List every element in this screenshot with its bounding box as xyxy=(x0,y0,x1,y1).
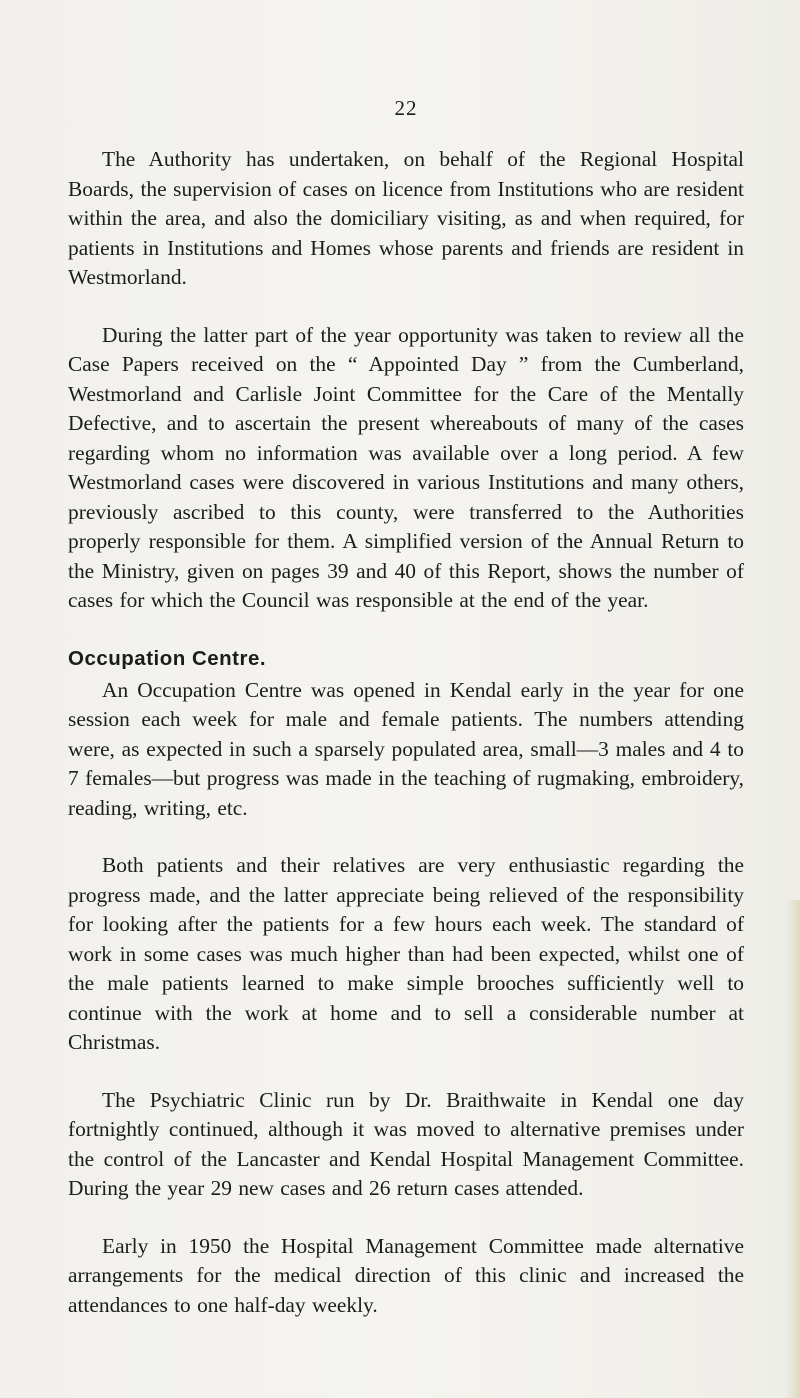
paragraph-psychiatric-clinic: The Psychiatric Clinic run by Dr. Braithwaite in Kendal one day fortnightly continued, although it was moved to alternative premises under the control of the Lancaster and Kendal Hospital Management Committee. During the year 29 new cases and 26 return cases attended. xyxy=(68,1087,744,1200)
paragraph-alternative-arrangements: Early in 1950 the Hospital Management Committee made alternative arrangements for the medical direction of this clinic and increased the attendances to one half-day weekly. xyxy=(68,1233,744,1317)
paragraph-supervision: The Authority has undertaken, on behalf of the Regional Hospital Boards, the supervision of cases on licence from Institutions who are resident within the area, and also the domiciliary visiting, as and when required, for patients in Institutions and Homes whose parents and friends are resident in Westmorland. xyxy=(68,147,744,289)
page-number: 22 xyxy=(394,96,418,120)
page-edge-discoloration xyxy=(786,900,800,1398)
paragraph-case-papers-review: During the latter part of the year opportunity was taken to review all the Case Papers received on the “ Appointed Day ” from the Cumberland, Westmorland and Carlisle Joint Committee for the Care of the Mentally Defective, and to ascertain the present whereabouts of many of the cases regarding whom no information was available over a long period. A few Westmorland cases were discovered in various Institutions and many others, previously ascribed to this county, were transferred to the Authorities properly responsible for them. A simplified version of the Annual Return to the Ministry, given on pages 39 and 40 of this Report, shows the number of cases for which the Council was responsible at the end of the year. xyxy=(68,322,744,612)
paragraph-occupation-centre-opened: An Occupation Centre was opened in Kendal early in the year for one session each week for male and female patients. The numbers attending were, as expected in such a sparsely populated area, small—3 males and 4 to 7 females—but progress was made in the teaching of rugmaking, embroidery, reading, writing, etc. xyxy=(68,677,744,820)
section-heading-occupation-centre: Occupation Centre. xyxy=(68,646,267,670)
paragraph-patients-relatives: Both patients and their relatives are very enthusiastic regarding the progress made, and the latter appreciate being relieved of the responsibility for looking after the patients for a few hours each week. The standard of work in some cases was much higher than had been expected, whilst one of the male patients learned to make simple brooches sufficiently well to continue with the work at home and to sell a considerable number at Christmas. xyxy=(68,853,744,1054)
